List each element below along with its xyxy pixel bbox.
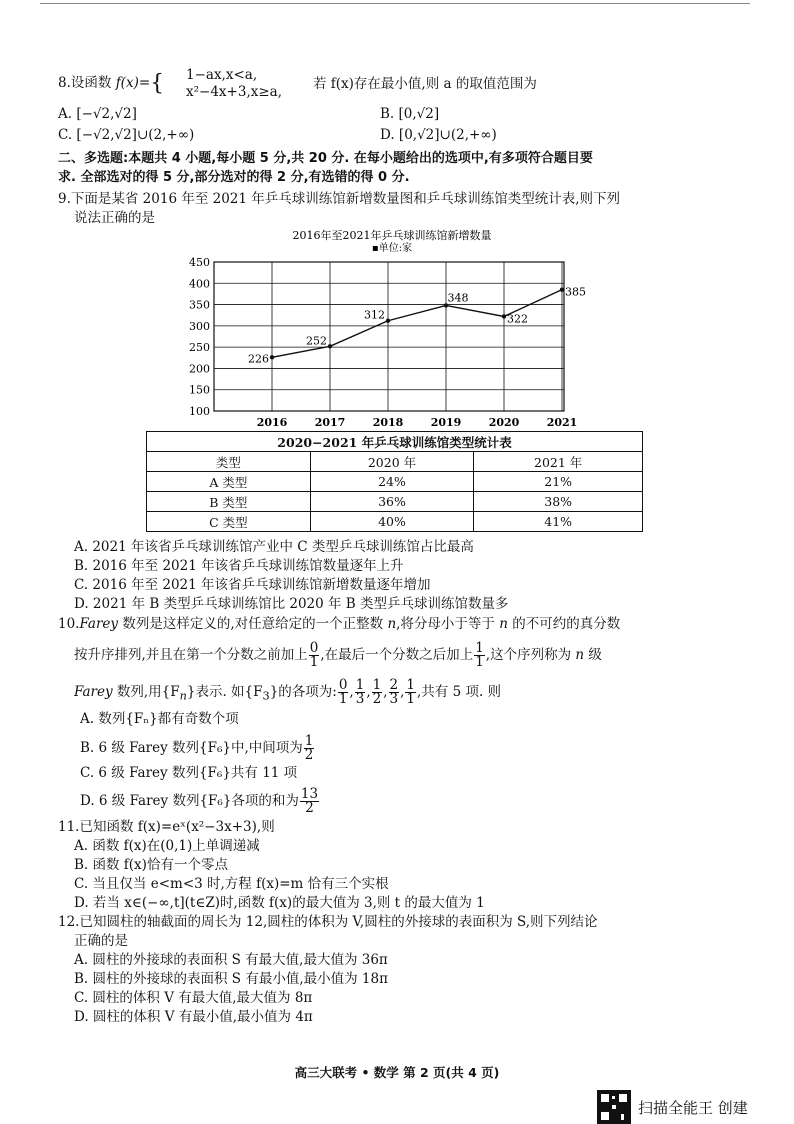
q8-piece-1: 1−ax,x<a, (186, 67, 258, 83)
x-tick-label: 2016 (256, 416, 288, 429)
x-tick-label: 2018 (372, 416, 404, 429)
data-label: 312 (364, 308, 385, 322)
x-tick-label: 2020 (488, 416, 520, 429)
data-label: 252 (306, 334, 327, 348)
q10-option-c: C. 6 级 Farey 数列{F₆}共有 11 项 (80, 765, 298, 781)
data-label: 348 (447, 291, 469, 305)
q11-stem: 11.已知函数 f(x)=eˣ(x²−3x+3),则 (58, 819, 275, 835)
fraction-0-1: $\frac{0}{1}$ (309, 640, 319, 670)
table-row (147, 472, 643, 492)
q10-line1: 10.Farey 数列是这样定义的,对任意给定的一个正整数 n,将分母小于等于 n 的不可约的真分数 (58, 616, 621, 632)
table-cell: 40% (310, 512, 474, 532)
page-footer: 高三大联考 • 数学 第 2 页(共 4 页) (294, 1065, 500, 1080)
q12-option-b: B. 圆柱的外接球的表面积 S 有最小值,最小值为 18π (74, 971, 388, 987)
data-point (502, 314, 506, 318)
q9-stem-line2: 说法正确的是 (74, 210, 155, 226)
q12-option-a: A. 圆柱的外接球的表面积 S 有最大值,最大值为 36π (74, 952, 388, 968)
q10-option-a: A. 数列{Fₙ}都有奇数个项 (80, 711, 239, 727)
table-cell: B 类型 (147, 492, 311, 512)
q11-option-b: B. 函数 f(x)恰有一个零点 (74, 857, 228, 873)
qr-code-icon (597, 1090, 631, 1124)
x-tick-label: 2021 (546, 416, 578, 429)
table-cell: 36% (310, 492, 474, 512)
section2-line1: 二、多选题:本题共 4 小题,每小题 5 分,共 20 分. 在每小题给出的选项中,有多项符合题目要 (58, 151, 593, 166)
y-tick-label: 200 (189, 362, 210, 376)
q8-option-c: C. [−√2,√2]∪(2,+∞) (58, 127, 195, 143)
table-cell: 24% (310, 472, 474, 492)
data-point (328, 344, 332, 348)
y-tick-label: 150 (189, 383, 210, 397)
q8-option-a: A. [−√2,√2] (58, 106, 137, 122)
plot-area (214, 262, 564, 411)
q9-option-b: B. 2016 年至 2021 年该省乒乓球训练馆数量逐年上升 (74, 558, 404, 574)
q12-stem-line2: 正确的是 (74, 933, 128, 949)
q12-stem-line1: 12.已知圆柱的轴截面的周长为 12,圆柱的体积为 V,圆柱的外接球的表面积为 S,则下列结论 (58, 914, 598, 930)
y-axis-ticks (189, 256, 210, 418)
table-row (147, 492, 643, 512)
chart-title: 2016年至2021年乒乓球训练馆新增数量 (292, 229, 492, 242)
data-point (270, 355, 274, 359)
table-header: 类型 (147, 452, 311, 472)
stat-table (146, 431, 643, 532)
table-cell: 41% (474, 512, 643, 532)
q8-stem-tail: 若 f(x)存在最小值,则 a 的取值范围为 (313, 76, 537, 92)
y-tick-label: 400 (189, 277, 210, 291)
q11-option-c: C. 当且仅当 e<m<3 时,方程 f(x)=m 恰有三个实根 (74, 876, 389, 892)
y-tick-label: 300 (189, 319, 210, 333)
q10-line2: 按升序排列,并且在第一个分数之前加上 $\frac{0}{1}$ ,在最后一个分数之后加上 $\frac{1}{1}$ ,这个序列称为 n 级 (74, 640, 602, 670)
data-point (560, 287, 564, 291)
data-label: 226 (248, 352, 269, 366)
chart-subtitle: ▪单位:家 (371, 243, 413, 254)
gridlines (214, 262, 564, 411)
y-tick-label: 100 (189, 405, 210, 418)
q10-line3: Farey 数列,用$\{F_n\}$表示. 如$\{F_3\}$的各项为: $\frac{0}{1}$ , $\frac{1}{3}$ , $\frac{1}{2}$ , $\frac{2}{3}$ , $\frac{1}{1}$ ,共有 5 项. 则 (74, 677, 502, 707)
q8-piece-2: x²−4x+3,x≥a, (186, 84, 282, 100)
table-row (147, 512, 643, 532)
q9-stem-line1: 9.下面是某省 2016 年至 2021 年乒乓球训练馆新增数量图和乒乓球训练馆类型统计表,则下列 (58, 191, 621, 207)
table-header: 2021 年 (474, 452, 643, 472)
y-tick-label: 250 (189, 341, 210, 355)
table-cell: A 类型 (147, 472, 311, 492)
q11-option-a: A. 函数 f(x)在(0,1)上单调递减 (74, 838, 260, 854)
y-tick-label: 450 (189, 256, 210, 269)
table-cell: C 类型 (147, 512, 311, 532)
scanner-watermark: 扫描全能王 创建 (638, 1099, 748, 1117)
q9-option-c: C. 2016 年至 2021 年该省乒乓球训练馆新增数量逐年增加 (74, 577, 431, 593)
data-label: 322 (507, 312, 528, 326)
x-tick-label: 2017 (314, 416, 346, 429)
table-cell: 38% (474, 492, 643, 512)
q9-option-d: D. 2021 年 B 类型乒乓球训练馆比 2020 年 B 类型乒乓球训练馆数量多 (74, 596, 509, 612)
q11-option-d: D. 若当 x∈(−∞,t](t∈Z)时,函数 f(x)的最大值为 3,则 t 的最大值为 1 (74, 895, 485, 911)
section2-line2: 求. 全部选对的得 5 分,部分选对的得 2 分,有选错的得 0 分. (58, 170, 410, 185)
fraction-1-1: $\frac{1}{1}$ (475, 640, 484, 670)
y-tick-label: 350 (189, 298, 210, 312)
x-tick-label: 2019 (430, 416, 462, 429)
table-cell: 21% (474, 472, 643, 492)
data-point (386, 319, 390, 323)
line-chart (0, 0, 794, 430)
q10-option-b: B. 6 级 Farey 数列{F₆}中,中间项为 $\frac{1}{2}$ (80, 733, 314, 763)
q8-option-d: D. [0,√2]∪(2,+∞) (380, 127, 497, 143)
x-axis-ticks (257, 416, 578, 429)
q9-option-a: A. 2021 年该省乒乓球训练馆产业中 C 类型乒乓球训练馆占比最高 (74, 539, 474, 555)
q12-option-c: C. 圆柱的体积 V 有最大值,最大值为 8π (74, 990, 313, 1006)
data-label: 385 (565, 285, 586, 299)
q12-option-d: D. 圆柱的体积 V 有最小值,最小值为 4π (74, 1009, 313, 1025)
q8-option-b: B. [0,√2] (380, 106, 440, 122)
q10-option-d: D. 6 级 Farey 数列{F₆}各项的和为 $\frac{13}{2}$ (80, 786, 319, 816)
table-caption: 2020−2021 年乒乓球训练馆类型统计表 (147, 432, 643, 452)
q8-stem: 8.设函数 f(x)={ (58, 71, 165, 96)
table-header: 2020 年 (310, 452, 474, 472)
